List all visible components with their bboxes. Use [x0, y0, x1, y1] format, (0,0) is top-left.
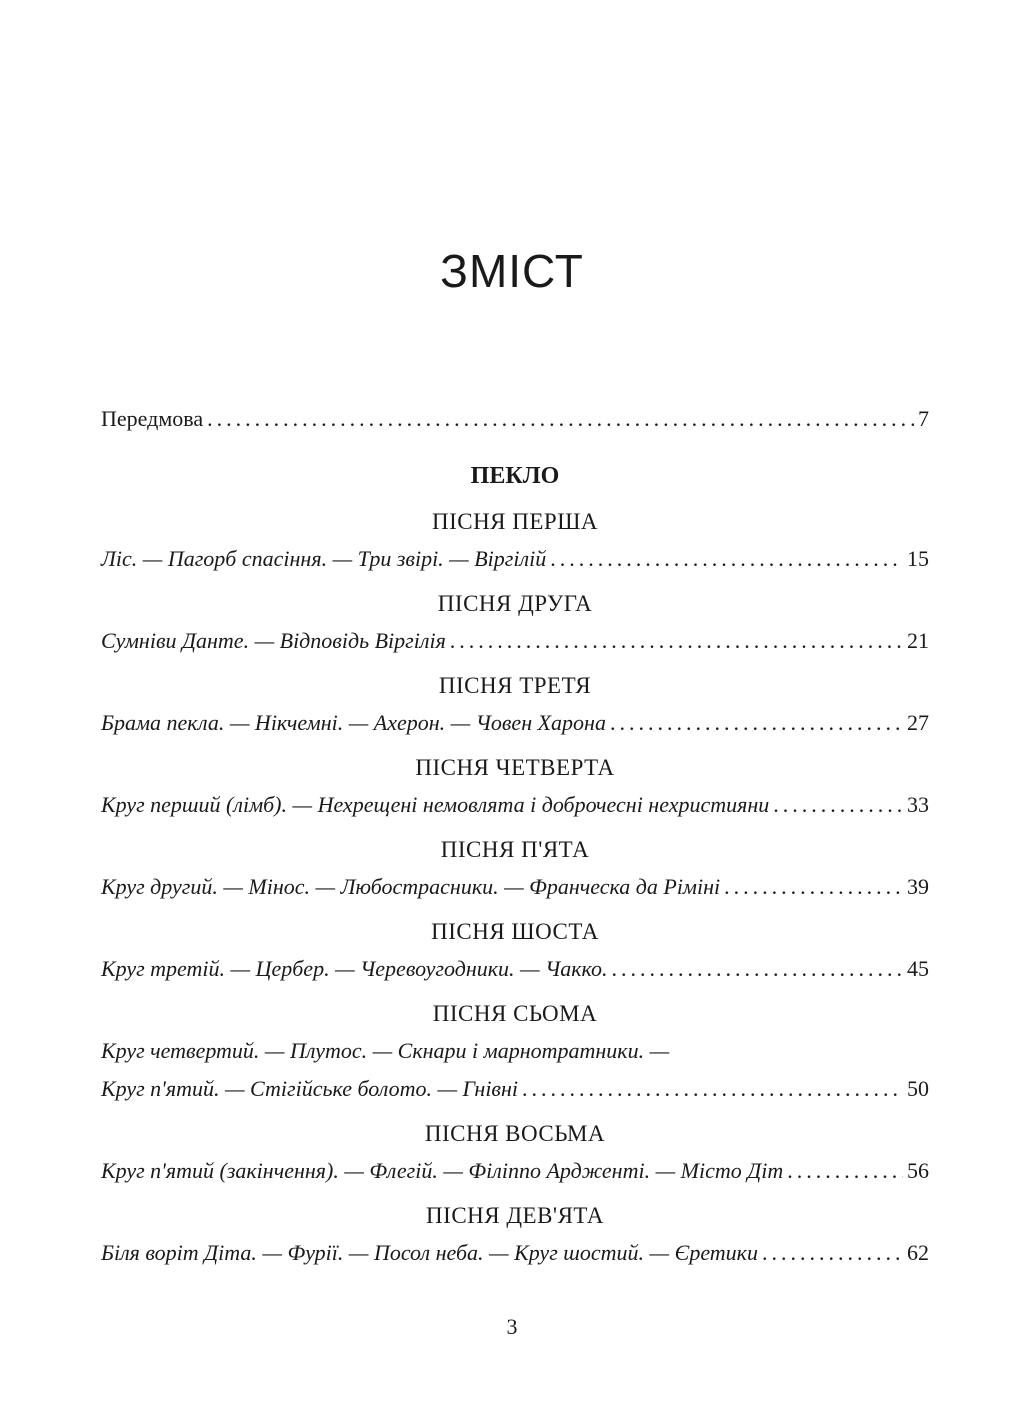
song-entry [101, 668, 929, 742]
dot-leader [450, 622, 903, 660]
song-title: ПІСНЯ ВОСЬМА [424, 1121, 606, 1146]
toc-page-number: 39 [907, 874, 929, 899]
toc-entry-label: Передмова [101, 406, 204, 431]
toc-page-number: 50 [907, 1076, 929, 1101]
dot-leader [207, 400, 914, 438]
toc-entry [101, 1152, 929, 1190]
toc-entry-preface [101, 400, 929, 438]
song-summary: Сумніви Данте. — Відповідь Віргілія [101, 628, 446, 653]
toc-page-number: 45 [907, 956, 929, 981]
song-title: ПІСНЯ СЬОМА [432, 1001, 598, 1026]
toc-page-number: 7 [918, 406, 929, 431]
table-of-contents [101, 400, 929, 1272]
song-title: ПІСНЯ ПЕРША [431, 509, 599, 534]
part-title: ПЕКЛО [470, 463, 560, 489]
dot-leader [724, 868, 903, 906]
dot-leader [522, 1070, 903, 1108]
toc-entry [101, 950, 929, 988]
toc-entry [101, 540, 929, 578]
song-title: ПІСНЯ ДЕВ'ЯТА [426, 1203, 604, 1228]
toc-entry [101, 786, 929, 824]
toc-page-number: 27 [907, 710, 929, 735]
toc-entry [101, 1234, 929, 1272]
toc-page-number: 33 [907, 792, 929, 817]
toc-page-number: 21 [907, 628, 929, 653]
song-summary: Круг другий. — Мінос. — Любострасники. — Франческа да Ріміні [101, 874, 721, 899]
dot-leader [787, 1152, 903, 1190]
song-summary-line: Круг четвертий. — Плутос. — Скнари і марнотратники. — [101, 1038, 670, 1063]
song-entry [101, 504, 929, 578]
song-title: ПІСНЯ П'ЯТА [440, 837, 590, 862]
dot-leader [610, 704, 903, 742]
dot-leader [612, 950, 904, 988]
song-title: ПІСНЯ ТРЕТЯ [438, 673, 592, 698]
song-list [101, 504, 929, 1272]
song-entry [101, 914, 929, 988]
song-summary: Біля воріт Діта. — Фурії. — Посол неба. — Круг шостий. — Єретики [101, 1240, 758, 1265]
toc-entry [101, 704, 929, 742]
dot-leader [762, 1234, 903, 1272]
song-title: ПІСНЯ ЧЕТВЕРТА [415, 755, 615, 780]
song-entry [101, 832, 929, 906]
song-entry [101, 1198, 929, 1272]
page-title: ЗМІСТ [440, 245, 584, 297]
page-number: 3 [506, 1314, 518, 1339]
song-summary: Круг п'ятий. — Стігійське болото. — Гнівні [101, 1076, 519, 1101]
toc-entry [101, 868, 929, 906]
song-entry [101, 586, 929, 660]
song-title: ПІСНЯ ДРУГА [437, 591, 593, 616]
toc-entry [101, 1070, 929, 1108]
toc-page-number: 62 [907, 1240, 929, 1265]
dot-leader [773, 786, 903, 824]
song-title: ПІСНЯ ШОСТА [431, 919, 599, 944]
toc-entry [101, 622, 929, 660]
song-summary: Круг перший (лімб). — Нехрещені немовлята і доброчесні нехристияни [101, 792, 770, 817]
song-summary: Брама пекла. — Нікчемні. — Ахерон. — Човен Харона [101, 710, 606, 735]
song-entry [101, 750, 929, 824]
song-entry [101, 1116, 929, 1190]
dot-leader [550, 540, 903, 578]
toc-page-number: 56 [907, 1158, 929, 1183]
song-summary: Круг третій. — Цербер. — Черевоугодники. — Чакко. [101, 956, 608, 981]
toc-page-number: 15 [907, 546, 929, 571]
song-summary: Круг п'ятий (закінчення). — Флегій. — Філіппо Ардженті. — Місто Діт [101, 1158, 784, 1183]
song-summary: Ліс. — Пагорб спасіння. — Три звірі. — Віргілій [101, 546, 547, 571]
song-entry [101, 996, 929, 1108]
